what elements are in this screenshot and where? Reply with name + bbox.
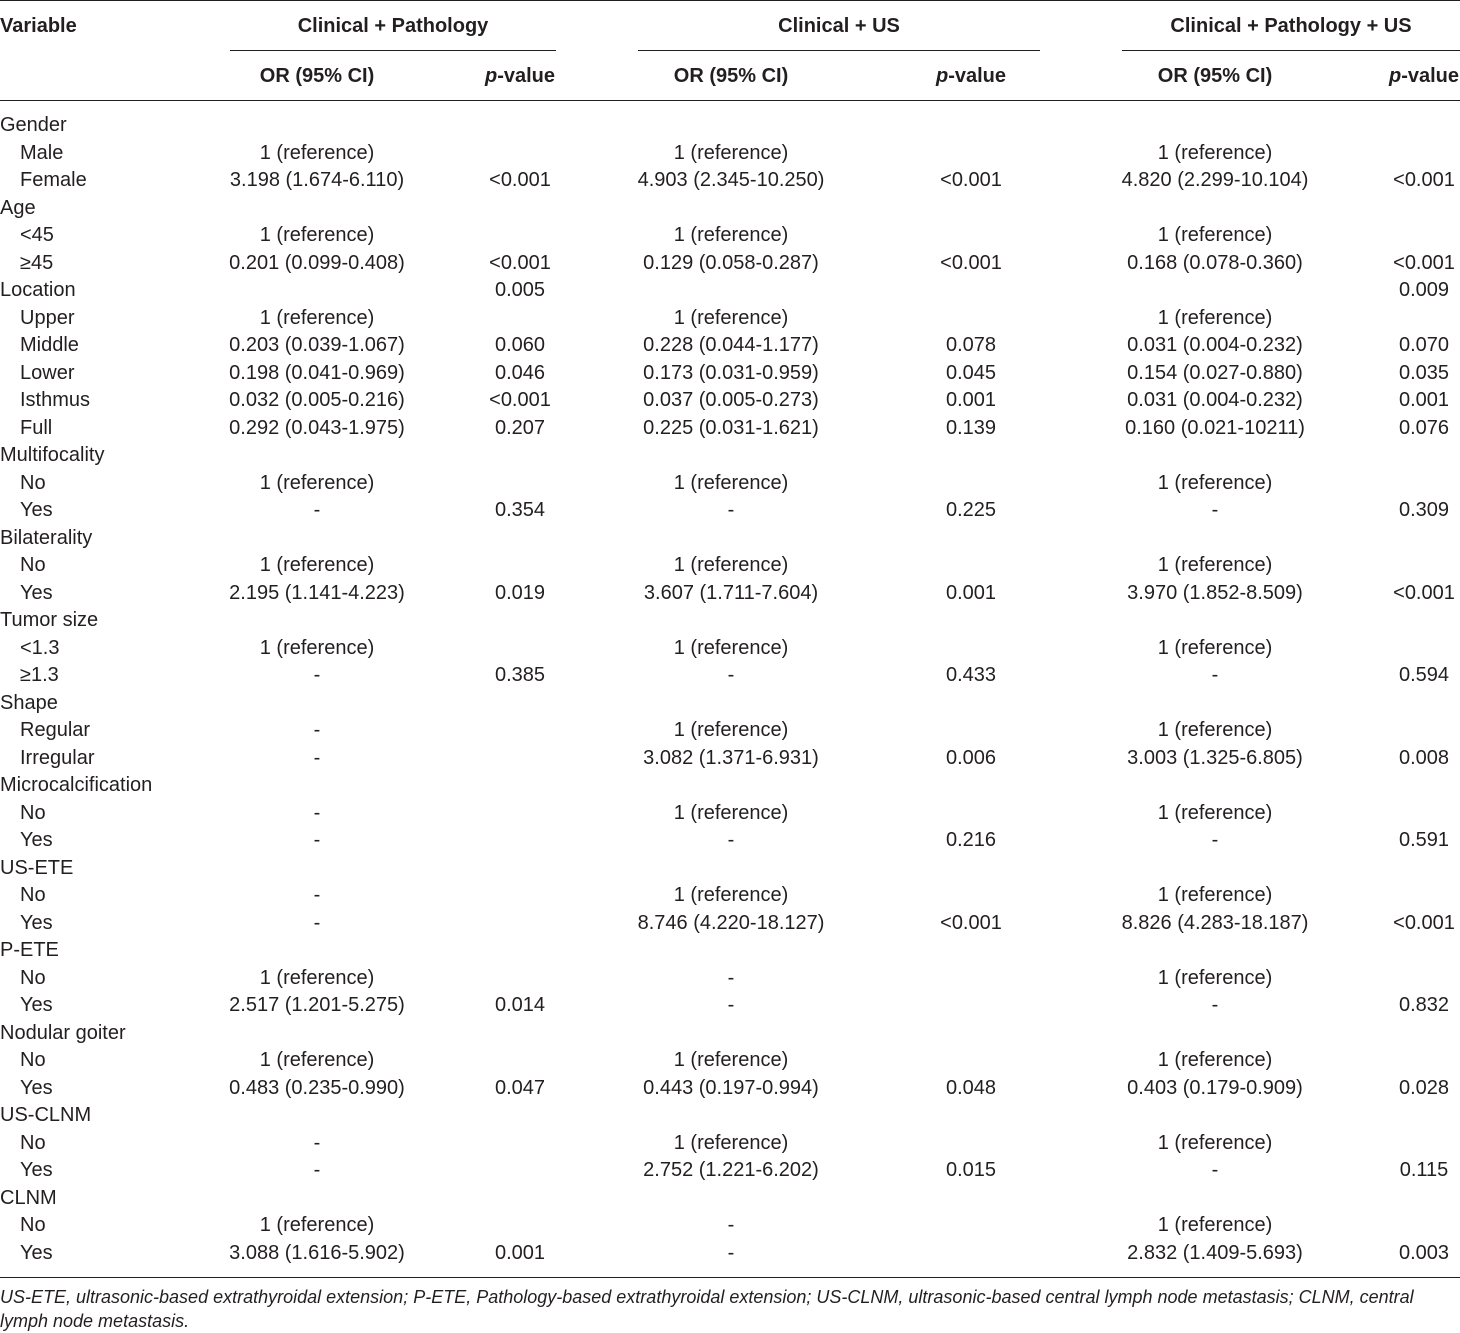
table-row-level xyxy=(0,387,1460,415)
cell-p-value-all: 0.028 xyxy=(1398,1076,1450,1099)
table-row-variable xyxy=(0,772,1460,800)
row-level-label: Yes xyxy=(20,499,53,521)
row-level-label: Regular xyxy=(20,719,91,741)
table-row-variable xyxy=(0,277,1460,305)
cell-p-value-all: 0.003 xyxy=(1398,1241,1450,1264)
cell-or-ci-all: - xyxy=(1211,664,1219,686)
cell-or-ci-clinical-us: 4.903 (2.345-10.250) xyxy=(637,169,825,191)
cell-or-ci-clinical-us: - xyxy=(727,664,735,686)
cell-or-ci-clinical-us: 1 (reference) xyxy=(673,636,789,659)
cell-or-ci-all: 1 (reference) xyxy=(1157,554,1273,576)
cell-or-ci-clinical-pathology: - xyxy=(313,801,321,824)
cell-or-ci-clinical-us: 2.752 (1.221-6.202) xyxy=(643,1159,819,1181)
cell-p-value-clinical-pathology: 0.005 xyxy=(494,279,546,301)
table-body xyxy=(0,112,1460,1267)
cell-p-value-clinical-pathology: <0.001 xyxy=(489,169,551,191)
cell-or-ci-clinical-us: 3.607 (1.711-7.604) xyxy=(643,581,819,604)
row-level-label: No xyxy=(20,1049,46,1071)
cell-or-ci-clinical-us: - xyxy=(727,1241,735,1264)
row-level-label: <1.3 xyxy=(20,636,60,659)
cell-or-ci-all: - xyxy=(1211,994,1219,1016)
cell-or-ci-clinical-us: 1 (reference) xyxy=(673,719,789,741)
table-row-variable xyxy=(0,1185,1460,1213)
cell-or-ci-clinical-us: 1 (reference) xyxy=(673,306,789,329)
table-row-variable xyxy=(0,195,1460,223)
row-level-label: ≥45 xyxy=(20,251,54,274)
cell-or-ci-clinical-pathology: 0.483 (0.235-0.990) xyxy=(229,1076,405,1099)
table-row-level xyxy=(0,1130,1460,1158)
row-variable-label: Location xyxy=(0,279,76,301)
row-level-label: No xyxy=(20,801,46,824)
cell-or-ci-all: - xyxy=(1211,829,1219,851)
cell-or-ci-clinical-pathology: - xyxy=(313,499,321,521)
table-row-level xyxy=(0,800,1460,828)
row-level-label: ≥1.3 xyxy=(20,664,59,686)
cell-or-ci-clinical-pathology: 1 (reference) xyxy=(259,1049,375,1071)
cell-p-value-clinical-us: 0.006 xyxy=(945,746,997,769)
group-rule-2 xyxy=(638,50,1040,51)
cell-or-ci-clinical-us: 8.746 (4.220-18.127) xyxy=(637,911,825,934)
cell-p-value-all: 0.832 xyxy=(1398,994,1450,1016)
cell-p-value-all: 0.591 xyxy=(1398,829,1450,851)
cell-p-value-clinical-us: 0.045 xyxy=(945,361,997,384)
cell-or-ci-clinical-pathology: 1 (reference) xyxy=(259,966,375,989)
table-row-level xyxy=(0,1212,1460,1240)
header-pvalue-3: p-value xyxy=(1388,65,1460,87)
cell-or-ci-clinical-us: 1 (reference) xyxy=(673,1049,789,1071)
cell-p-value-clinical-us: 0.078 xyxy=(945,334,997,356)
cell-p-value-all: <0.001 xyxy=(1393,581,1455,604)
cell-p-value-all: 0.594 xyxy=(1398,664,1450,686)
cell-or-ci-clinical-pathology: 1 (reference) xyxy=(259,471,375,494)
cell-or-ci-clinical-us: 1 (reference) xyxy=(673,801,789,824)
cell-or-ci-clinical-us: 0.228 (0.044-1.177) xyxy=(643,334,819,356)
row-level-label: No xyxy=(20,884,46,906)
table-row-variable xyxy=(0,607,1460,635)
cell-or-ci-clinical-pathology: - xyxy=(313,884,321,906)
cell-p-value-clinical-us: <0.001 xyxy=(940,251,1002,274)
table-row-variable xyxy=(0,112,1460,140)
cell-p-value-all: 0.035 xyxy=(1398,361,1450,384)
row-level-label: Yes xyxy=(20,1159,53,1181)
cell-p-value-clinical-pathology: 0.354 xyxy=(494,499,546,521)
row-level-label: Irregular xyxy=(20,746,95,769)
cell-or-ci-clinical-us: 1 (reference) xyxy=(673,141,789,164)
table-row-level xyxy=(0,1047,1460,1075)
row-level-label: No xyxy=(20,1131,46,1154)
row-level-label: Isthmus xyxy=(20,389,91,411)
header-pvalue-2: p-value xyxy=(935,65,1007,87)
row-level-label: No xyxy=(20,471,46,494)
cell-or-ci-clinical-pathology: 0.198 (0.041-0.969) xyxy=(229,361,405,384)
row-level-label: Yes xyxy=(20,994,53,1016)
cell-or-ci-clinical-pathology: 0.292 (0.043-1.975) xyxy=(229,416,405,439)
row-variable-label: Tumor size xyxy=(0,609,99,631)
cell-or-ci-all: 1 (reference) xyxy=(1157,1131,1273,1154)
table-row-level xyxy=(0,332,1460,360)
group-rule-1 xyxy=(230,50,556,51)
row-variable-label: Bilaterality xyxy=(0,526,93,549)
cell-or-ci-clinical-us: 1 (reference) xyxy=(673,1131,789,1154)
table-row-level xyxy=(0,827,1460,855)
table-row-level xyxy=(0,305,1460,333)
cell-or-ci-clinical-pathology: 3.198 (1.674-6.110) xyxy=(229,169,405,191)
cell-or-ci-all: 0.160 (0.021-10211) xyxy=(1125,416,1305,439)
cell-or-ci-all: 1 (reference) xyxy=(1157,1214,1273,1236)
row-level-label: Yes xyxy=(20,1241,53,1264)
row-variable-label: Microcalcification xyxy=(0,774,153,796)
table-row-variable xyxy=(0,525,1460,553)
cell-p-value-clinical-us: 0.433 xyxy=(945,664,997,686)
table-row-variable xyxy=(0,937,1460,965)
table-row-level xyxy=(0,1157,1460,1185)
row-level-label: Yes xyxy=(20,1076,53,1099)
cell-or-ci-clinical-us: 1 (reference) xyxy=(673,471,789,494)
row-level-label: Lower xyxy=(20,361,75,384)
cell-or-ci-all: 3.970 (1.852-8.509) xyxy=(1127,581,1303,604)
cell-or-ci-clinical-pathology: 1 (reference) xyxy=(259,636,375,659)
table-row-level xyxy=(0,250,1460,278)
cell-or-ci-all: 0.403 (0.179-0.909) xyxy=(1127,1076,1303,1099)
cell-or-ci-clinical-us: 0.037 (0.005-0.273) xyxy=(643,389,819,411)
cell-or-ci-clinical-pathology: 1 (reference) xyxy=(259,1214,375,1236)
cell-or-ci-all: 1 (reference) xyxy=(1157,306,1273,329)
table-row-level xyxy=(0,717,1460,745)
cell-or-ci-all: 1 (reference) xyxy=(1157,1049,1273,1071)
row-variable-label: CLNM xyxy=(0,1186,57,1209)
header-or-3: OR (95% CI) xyxy=(1157,65,1273,87)
table-row-level xyxy=(0,497,1460,525)
cell-p-value-clinical-us: 0.216 xyxy=(945,829,997,851)
row-level-label: Female xyxy=(20,169,87,191)
row-variable-label: Age xyxy=(0,196,36,219)
cell-or-ci-clinical-pathology: 0.203 (0.039-1.067) xyxy=(229,334,405,356)
cell-p-value-clinical-us: 0.139 xyxy=(945,416,997,439)
table-row-level xyxy=(0,1240,1460,1268)
cell-p-value-clinical-pathology: 0.047 xyxy=(494,1076,546,1099)
header-group-clinical-pathology: Clinical + Pathology xyxy=(297,15,489,37)
cell-p-value-clinical-us: 0.001 xyxy=(945,581,997,604)
cell-or-ci-clinical-us: 0.129 (0.058-0.287) xyxy=(643,251,819,274)
cell-or-ci-clinical-us: - xyxy=(727,1214,735,1236)
row-level-label: Male xyxy=(20,141,64,164)
cell-or-ci-clinical-pathology: - xyxy=(313,746,321,769)
cell-p-value-all: 0.076 xyxy=(1398,416,1450,439)
cell-or-ci-all: 0.031 (0.004-0.232) xyxy=(1127,334,1303,356)
cell-or-ci-all: 1 (reference) xyxy=(1157,636,1273,659)
table-row-level xyxy=(0,580,1460,608)
table-row-level xyxy=(0,1075,1460,1103)
row-level-label: Upper xyxy=(20,306,75,329)
cell-p-value-clinical-us: 0.225 xyxy=(945,499,997,521)
row-level-label: Middle xyxy=(20,334,79,356)
table-row-level xyxy=(0,552,1460,580)
cell-or-ci-clinical-us: 0.173 (0.031-0.959) xyxy=(643,361,819,384)
cell-or-ci-all: - xyxy=(1211,499,1219,521)
cell-p-value-all: 0.009 xyxy=(1398,279,1450,301)
cell-or-ci-all: 1 (reference) xyxy=(1157,471,1273,494)
cell-or-ci-clinical-pathology: - xyxy=(313,1131,321,1154)
header-pvalue-1: p-value xyxy=(484,65,556,87)
cell-p-value-all: <0.001 xyxy=(1393,251,1455,274)
cell-p-value-clinical-us: 0.048 xyxy=(945,1076,997,1099)
table-row-level xyxy=(0,965,1460,993)
header-rule xyxy=(0,100,1460,101)
cell-p-value-clinical-pathology: 0.014 xyxy=(494,994,546,1016)
table-row-level xyxy=(0,910,1460,938)
cell-p-value-all: <0.001 xyxy=(1393,169,1455,191)
table-row-variable xyxy=(0,1102,1460,1130)
cell-or-ci-all: 1 (reference) xyxy=(1157,141,1273,164)
table-top-rule xyxy=(0,0,1460,1)
cell-or-ci-clinical-us: 1 (reference) xyxy=(673,884,789,906)
table-row-level xyxy=(0,470,1460,498)
row-variable-label: Gender xyxy=(0,114,67,136)
cell-p-value-all: 0.115 xyxy=(1399,1159,1449,1181)
cell-p-value-clinical-pathology: <0.001 xyxy=(489,251,551,274)
cell-or-ci-all: 1 (reference) xyxy=(1157,719,1273,741)
cell-p-value-all: 0.070 xyxy=(1398,334,1450,356)
header-group-clinical-us: Clinical + US xyxy=(778,15,900,37)
cell-p-value-clinical-pathology: <0.001 xyxy=(489,389,551,411)
row-level-label: Yes xyxy=(20,911,53,934)
cell-or-ci-clinical-pathology: - xyxy=(313,664,321,686)
cell-or-ci-all: 0.154 (0.027-0.880) xyxy=(1127,361,1303,384)
table-row-variable xyxy=(0,442,1460,470)
cell-p-value-clinical-pathology: 0.207 xyxy=(494,416,546,439)
row-level-label: Full xyxy=(20,416,53,439)
cell-p-value-clinical-us: 0.015 xyxy=(945,1159,997,1181)
cell-or-ci-clinical-pathology: 1 (reference) xyxy=(259,224,375,246)
cell-p-value-all: 0.309 xyxy=(1398,499,1450,521)
group-rule-3 xyxy=(1122,50,1460,51)
row-level-label: Yes xyxy=(20,581,53,604)
table-row-level xyxy=(0,167,1460,195)
cell-p-value-all: 0.001 xyxy=(1398,389,1450,411)
cell-p-value-clinical-pathology: 0.060 xyxy=(494,334,546,356)
cell-or-ci-clinical-pathology: 0.201 (0.099-0.408) xyxy=(229,251,405,274)
cell-or-ci-clinical-pathology: 2.195 (1.141-4.223) xyxy=(229,581,405,604)
cell-or-ci-clinical-pathology: - xyxy=(313,911,321,934)
cell-or-ci-all: 4.820 (2.299-10.104) xyxy=(1121,169,1309,191)
table-row-level xyxy=(0,140,1460,168)
cell-or-ci-clinical-us: 1 (reference) xyxy=(673,224,789,246)
cell-or-ci-clinical-us: - xyxy=(727,966,735,989)
cell-or-ci-clinical-us: - xyxy=(727,499,735,521)
cell-p-value-clinical-us: <0.001 xyxy=(940,169,1002,191)
cell-or-ci-all: 3.003 (1.325-6.805) xyxy=(1127,746,1303,769)
header-group-clinical-pathology-us: Clinical + Pathology + US xyxy=(1170,15,1412,37)
row-variable-label: Shape xyxy=(0,691,58,714)
row-variable-label: US-ETE xyxy=(0,856,74,879)
table-bottom-rule xyxy=(0,1277,1460,1278)
table-row-level xyxy=(0,882,1460,910)
cell-or-ci-clinical-pathology: 0.032 (0.005-0.216) xyxy=(229,389,405,411)
row-level-label: No xyxy=(20,1214,46,1236)
row-variable-label: P-ETE xyxy=(0,939,59,961)
row-variable-label: Nodular goiter xyxy=(0,1021,126,1044)
cell-or-ci-all: 1 (reference) xyxy=(1157,884,1273,906)
cell-or-ci-clinical-pathology: 3.088 (1.616-5.902) xyxy=(229,1241,405,1264)
table-row-level xyxy=(0,662,1460,690)
table-row-variable xyxy=(0,690,1460,718)
cell-or-ci-all: 1 (reference) xyxy=(1157,966,1273,989)
cell-p-value-all: <0.001 xyxy=(1393,911,1455,934)
table-row-level xyxy=(0,415,1460,443)
header-variable: Variable xyxy=(0,15,77,37)
cell-or-ci-clinical-pathology: - xyxy=(313,829,321,851)
cell-or-ci-clinical-pathology: 1 (reference) xyxy=(259,141,375,164)
table-footnote: US-ETE, ultrasonic-based extrathyroidal extension; P-ETE, Pathology-based extrathyroidal extension; US-CLNM, ultrasonic-based central lymph node metastasis; CLNM, central lymph node metastasis. xyxy=(0,1287,1414,1331)
cell-or-ci-clinical-pathology: 2.517 (1.201-5.275) xyxy=(229,994,405,1016)
row-level-label: Yes xyxy=(20,829,53,851)
cell-or-ci-clinical-pathology: - xyxy=(313,719,321,741)
cell-or-ci-all: 0.168 (0.078-0.360) xyxy=(1127,251,1303,274)
cell-or-ci-clinical-pathology: 1 (reference) xyxy=(259,306,375,329)
table-row-level xyxy=(0,745,1460,773)
cell-p-value-clinical-pathology: 0.019 xyxy=(494,581,546,604)
row-variable-label: Multifocality xyxy=(0,444,105,466)
table-row-variable xyxy=(0,1020,1460,1048)
cell-or-ci-clinical-us: 3.082 (1.371-6.931) xyxy=(643,746,819,769)
row-level-label: No xyxy=(20,966,46,989)
cell-or-ci-all: 1 (reference) xyxy=(1157,224,1273,246)
cell-p-value-all: 0.008 xyxy=(1398,746,1450,769)
cell-or-ci-all: 1 (reference) xyxy=(1157,801,1273,824)
row-level-label: No xyxy=(20,554,46,576)
header-or-1: OR (95% CI) xyxy=(259,65,375,87)
cell-or-ci-clinical-pathology: - xyxy=(313,1159,321,1181)
cell-or-ci-clinical-us: 1 (reference) xyxy=(673,554,789,576)
table-row-level xyxy=(0,992,1460,1020)
header-or-2: OR (95% CI) xyxy=(673,65,789,87)
cell-p-value-clinical-pathology: 0.001 xyxy=(494,1241,546,1264)
cell-or-ci-all: 2.832 (1.409-5.693) xyxy=(1127,1241,1303,1264)
cell-or-ci-clinical-us: - xyxy=(727,829,735,851)
cell-or-ci-all: - xyxy=(1211,1159,1219,1181)
table-row-level xyxy=(0,635,1460,663)
cell-or-ci-clinical-us: 0.225 (0.031-1.621) xyxy=(643,416,819,439)
cell-or-ci-clinical-us: - xyxy=(727,994,735,1016)
table-row-level xyxy=(0,360,1460,388)
row-level-label: <45 xyxy=(20,224,54,246)
cell-or-ci-all: 8.826 (4.283-18.187) xyxy=(1121,911,1309,934)
cell-p-value-clinical-us: <0.001 xyxy=(940,911,1002,934)
cell-or-ci-clinical-us: 0.443 (0.197-0.994) xyxy=(643,1076,819,1099)
table-row-variable xyxy=(0,855,1460,883)
cell-or-ci-all: 0.031 (0.004-0.232) xyxy=(1127,389,1303,411)
cell-p-value-clinical-pathology: 0.385 xyxy=(494,664,546,686)
cell-p-value-clinical-pathology: 0.046 xyxy=(494,361,546,384)
cell-or-ci-clinical-pathology: 1 (reference) xyxy=(259,554,375,576)
table-row-level xyxy=(0,222,1460,250)
row-variable-label: US-CLNM xyxy=(0,1104,92,1126)
cell-p-value-clinical-us: 0.001 xyxy=(945,389,997,411)
